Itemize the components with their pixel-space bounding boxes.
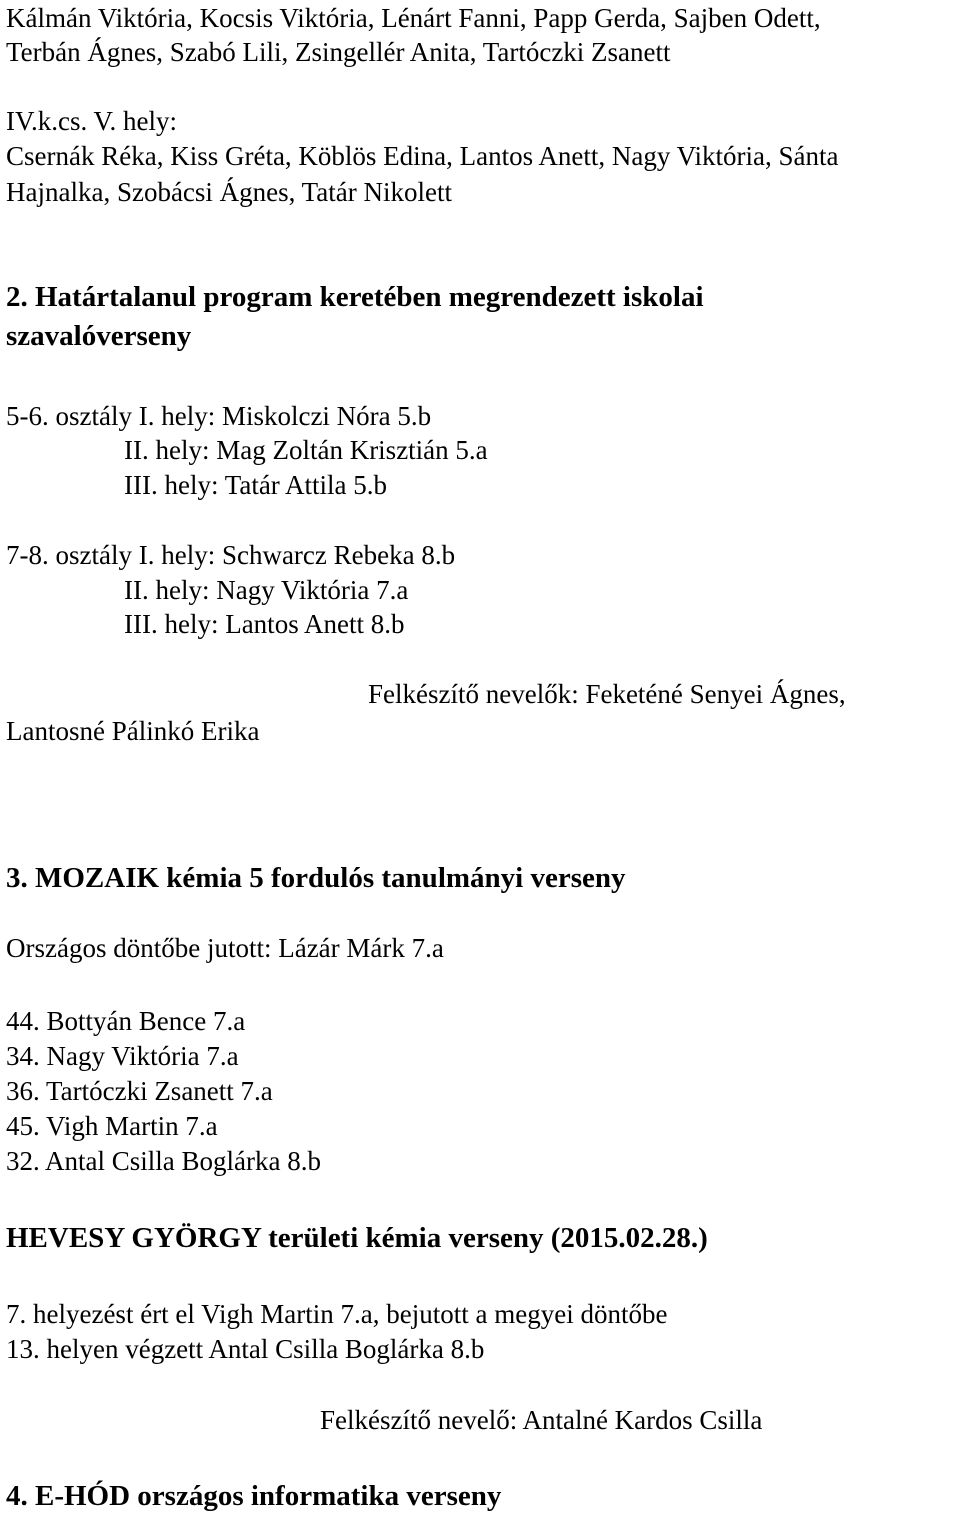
result-line: III. hely: Lantos Anett 8.b: [124, 609, 405, 639]
result-line: 32. Antal Csilla Boglárka 8.b: [6, 1146, 321, 1176]
intro-line-1: Kálmán Viktória, Kocsis Viktória, Lénárt Fanni, Papp Gerda, Sajben Odett,: [6, 3, 821, 33]
result-line: 45. Vigh Martin 7.a: [6, 1111, 218, 1141]
result-line: III. hely: Tatár Attila 5.b: [124, 470, 388, 500]
section2-heading-line-1: 2. Határtalanul program keretében megrendezett iskolai: [6, 281, 704, 313]
result-line: 44. Bottyán Bence 7.a: [6, 1006, 246, 1036]
hevesy-line-1: 7. helyezést ért el Vigh Martin 7.a, bejutott a megyei döntőbe: [6, 1299, 668, 1329]
place4-label: IV.k.cs. V. hely:: [6, 106, 178, 136]
result-line: 36. Tartóczki Zsanett 7.a: [6, 1076, 273, 1106]
result-line: 34. Nagy Viktória 7.a: [6, 1041, 239, 1071]
hevesy-heading: HEVESY GYÖRGY területi kémia verseny (2015.02.28.): [6, 1222, 708, 1254]
national-final-line: Országos döntőbe jutott: Lázár Márk 7.a: [6, 933, 444, 963]
result-line: II. hely: Nagy Viktória 7.a: [124, 575, 409, 605]
intro-line-2: Terbán Ágnes, Szabó Lili, Zsingellér Anita, Tartóczki Zsanett: [6, 37, 671, 67]
result-line: II. hely: Mag Zoltán Krisztián 5.a: [124, 435, 488, 465]
hevesy-teacher-line: Felkészítő nevelő: Antalné Kardos Csilla: [320, 1405, 763, 1435]
teachers-line-2: Lantosné Pálinkó Erika: [6, 716, 260, 746]
result-line: 5-6. osztály I. hely: Miskolczi Nóra 5.b: [6, 401, 432, 431]
result-line: 7-8. osztály I. hely: Schwarcz Rebeka 8.b: [6, 540, 456, 570]
section2-heading-line-2: szavalóverseny: [6, 320, 192, 352]
hevesy-line-2: 13. helyen végzett Antal Csilla Boglárka 8.b: [6, 1334, 485, 1364]
teachers-line-1: Felkészítő nevelők: Feketéné Senyei Ágnes,: [368, 679, 846, 709]
place4-line-1: Csernák Réka, Kiss Gréta, Köblös Edina, Lantos Anett, Nagy Viktória, Sánta: [6, 141, 839, 171]
section4-heading: 4. E-HÓD országos informatika verseny: [6, 1480, 502, 1512]
place4-line-2: Hajnalka, Szobácsi Ágnes, Tatár Nikolett: [6, 177, 452, 207]
section3-heading: 3. MOZAIK kémia 5 fordulós tanulmányi verseny: [6, 862, 626, 894]
